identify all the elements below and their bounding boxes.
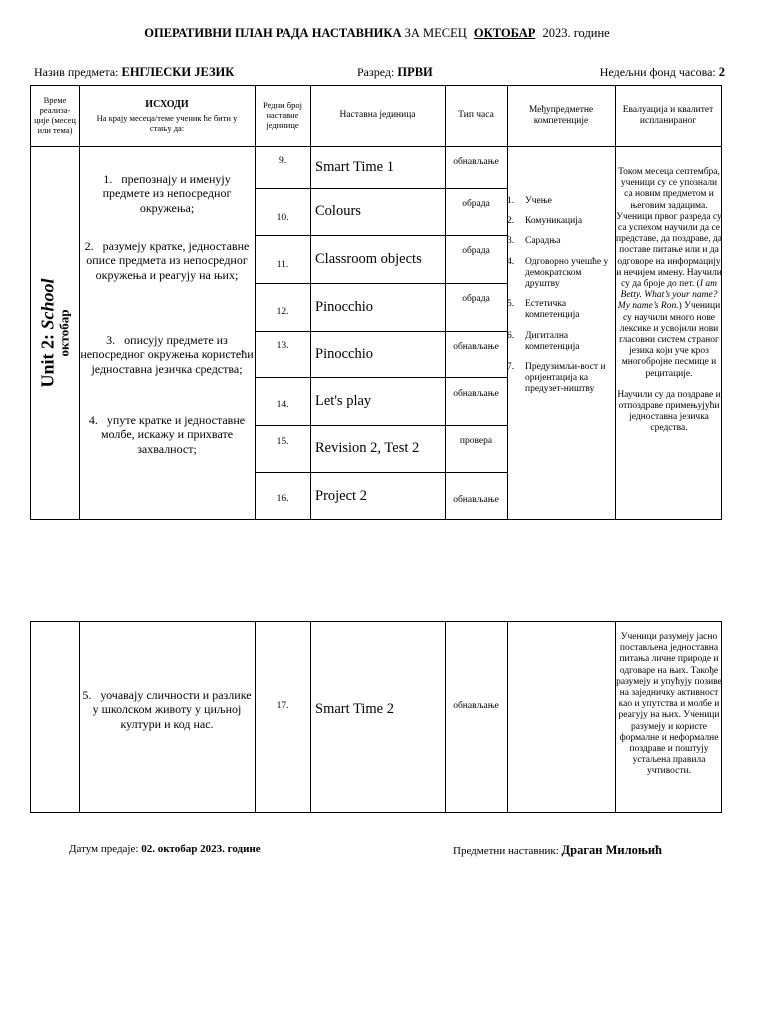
- grade-label: Разред:: [357, 65, 395, 79]
- unit-theme-cell: [31, 146, 79, 520]
- subject-field: [34, 65, 234, 80]
- competence-text: Учење: [525, 196, 552, 206]
- lesson-title: Pinocchio: [315, 298, 373, 315]
- plan-table-continued: [30, 621, 722, 813]
- competence-number: 5.: [507, 299, 515, 310]
- unit-month: октобар: [56, 309, 72, 357]
- outcomes-subtitle: На крају месеца/теме ученик ће бити у стању да:: [96, 112, 238, 133]
- lesson-number: 10.: [276, 213, 289, 223]
- grade-value: ПРВИ: [397, 65, 433, 79]
- unit-name: School: [37, 278, 58, 330]
- evaluation-example: I am Betty. What’s your name? My name’s Ron.: [617, 279, 718, 312]
- lesson-number: 11.: [276, 260, 289, 270]
- weekly-hours-field: [600, 65, 725, 80]
- competence-number: 3.: [507, 236, 515, 247]
- weekly-hours-label: Недељни фонд часова:: [599, 65, 716, 79]
- lesson-number: 16.: [276, 494, 289, 504]
- title-month: ОКТОБАР: [473, 26, 536, 40]
- plan-table: [30, 85, 722, 520]
- lesson-title: Project 2: [315, 487, 367, 504]
- competence-number: 7.: [507, 362, 515, 373]
- outcome-text: описују предмете из непосредног окружења користећи једноставна језичка средства;: [80, 333, 254, 376]
- unit-theme-label: [39, 278, 72, 387]
- outcome-number: 2.: [84, 239, 94, 253]
- competence-number: 1.: [507, 196, 515, 206]
- lesson-type: обрада: [462, 199, 490, 209]
- competence-item: [507, 299, 615, 321]
- outcome-item: [79, 172, 255, 215]
- competence-number: 2.: [507, 216, 515, 227]
- header-type: Тип часа: [458, 110, 494, 121]
- lesson-type: обрада: [462, 294, 490, 304]
- lesson-number: 13.: [276, 341, 289, 351]
- lesson-title: Pinocchio: [315, 345, 373, 362]
- title-year: 2023. године: [542, 26, 610, 40]
- lesson-title: Colours: [315, 203, 361, 219]
- teacher-label: Предметни наставник:: [453, 845, 559, 857]
- col-divider: [507, 622, 508, 812]
- evaluation-paragraph: [616, 167, 722, 380]
- competence-text: Предузимљи-вост и оријентација ка предузет-ништву: [525, 362, 606, 395]
- evaluation-paragraph: Научили су да поздраве и отпоздраве примењујући једноставна језичка средства.: [617, 389, 721, 434]
- submission-date: [69, 843, 261, 855]
- competence-item: [507, 362, 615, 396]
- outcome-text: препознају и именују предмете из непосредног окружења;: [102, 172, 232, 215]
- competence-item: [507, 331, 615, 353]
- outcome-number: 3.: [106, 333, 116, 347]
- header-competences: Међупредметне компетенције: [528, 104, 594, 126]
- competence-text: Дигитална компетенција: [525, 330, 580, 352]
- outcome-item: [79, 239, 255, 282]
- evaluation-text-part: Током месеца септембра, ученици су се упознали са новим предметом и његовим задацима. Ученици првог разреда су са успехом научили да се представе, да поздраве, да поставе питање или и да одговоре на информацију и нечијем имену. Научили су да броје до пет. (: [616, 167, 722, 290]
- evaluation-text-part: ) Ученици су научили много нове лексике и усвојили нови гласовни систем страног језика који уче кроз многобројне песмице и рецитације.: [619, 301, 721, 379]
- weekly-hours-value: 2: [718, 65, 725, 79]
- unit-prefix: Unit 2:: [37, 329, 58, 388]
- competence-item: [507, 196, 615, 207]
- lesson-number: 15.: [276, 437, 289, 447]
- outcome-item: [79, 413, 255, 456]
- competence-text: Сарадња: [525, 236, 561, 247]
- outcome-number: 1.: [103, 172, 113, 186]
- date-value: 02. октобар 2023. године: [141, 843, 261, 855]
- lesson-type: обнављање: [453, 342, 499, 352]
- outcome-text: разумеју кратке, једноставне описе предмета из непосредног окружења и реагују на њих;: [86, 239, 250, 282]
- unit-title: [39, 278, 58, 387]
- header-unit: Наставна јединица: [339, 110, 416, 121]
- grade-field: [357, 65, 433, 80]
- competence-item: [507, 216, 615, 227]
- header-number: Редни број наставне јединице: [262, 100, 302, 130]
- header-evaluation: Евалуација и квалитет испланираног: [622, 104, 714, 126]
- title-main: ОПЕРАТИВНИ ПЛАН РАДА НАСТАВНИКА: [144, 26, 402, 40]
- competence-text: Комуникација: [525, 216, 583, 227]
- lesson-type: провера: [459, 436, 493, 446]
- lesson-type: обнављање: [453, 157, 499, 167]
- competence-number: 6.: [507, 330, 515, 341]
- evaluation-text: Ученици разумеју јасно постављена једноставна питања личне природе и одговаре на њих. Такође разумеју и упућују позиве на заједничку активност као и упутства и молбе и реагују на њих. Ученици разумеју и користе формалне и неформалне поздраве и поштују устаљена правила учтивости.: [616, 632, 722, 777]
- teacher-signature-line: [453, 843, 662, 858]
- subject-value: ЕНГЛЕСКИ ЈЕЗИК: [121, 65, 235, 79]
- teacher-name: Драган Милоњић: [561, 843, 662, 857]
- lesson-number: 9.: [278, 156, 287, 166]
- lesson-title: Revision 2, Test 2: [315, 440, 420, 456]
- lesson-title: Smart Time 2: [315, 700, 394, 717]
- outcome-number: 5.: [82, 688, 92, 702]
- document-title: [0, 26, 754, 41]
- title-for-month: ЗА МЕСЕЦ: [404, 26, 467, 40]
- competence-text: Одговорно учешће у демократском друштву: [525, 256, 609, 290]
- competence-item: [507, 236, 615, 247]
- lesson-type: обрада: [462, 246, 490, 256]
- competence-number: 4.: [507, 256, 515, 267]
- lesson-number: 17.: [276, 701, 289, 711]
- evaluation-text: [616, 167, 722, 435]
- col-divider: [445, 622, 446, 812]
- lesson-type: обнављање: [453, 495, 499, 505]
- outcome-text: упуте кратке и једноставне молбе, искажу и прихвате захвалност;: [100, 413, 246, 456]
- lesson-title: Smart Time 1: [315, 158, 394, 175]
- lesson-title: Classroom objects: [315, 250, 422, 267]
- outcome-number: 4.: [88, 413, 98, 427]
- header-time: Време реализа-ције (месец или тема): [34, 95, 76, 135]
- lesson-type: обнављање: [453, 389, 499, 399]
- competences-list: [507, 196, 615, 405]
- lesson-number: 12.: [276, 307, 289, 317]
- outcomes-title: ИСХОДИ: [145, 98, 189, 110]
- outcome-item: [79, 688, 255, 731]
- header-outcomes: [79, 86, 255, 146]
- outcome-item: [79, 333, 255, 376]
- lesson-number: 14.: [276, 400, 289, 410]
- subject-label: Назив предмета:: [34, 65, 119, 79]
- lesson-title: Let's play: [315, 392, 372, 409]
- competence-item: [507, 257, 615, 291]
- outcome-text: уочавају сличности и разлике у школском животу у циљној култури и код нас.: [92, 688, 252, 731]
- competence-text: Естетичка компетенција: [525, 299, 580, 321]
- lesson-type: обнављање: [453, 701, 499, 711]
- date-label: Датум предаје:: [69, 843, 139, 855]
